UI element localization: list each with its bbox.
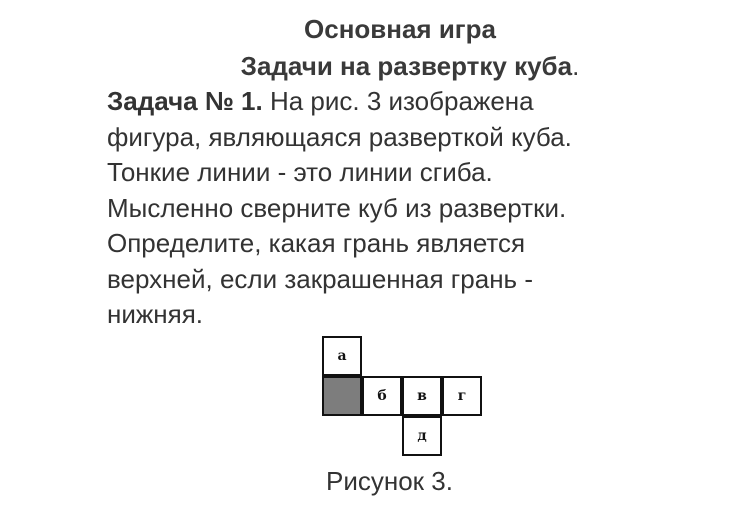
task-line-2: фигура, являющаяся разверткой куба.: [107, 121, 572, 152]
title-text: Основная игра: [304, 14, 496, 44]
net-face-v: в: [402, 376, 442, 416]
task-line-1: [107, 84, 707, 120]
subtitle-dot: .: [572, 51, 580, 81]
task-line-3: Тонкие линии - это линии сгиба.: [107, 157, 493, 187]
task-label: Задача № 1.: [107, 86, 263, 116]
net-face-g: г: [442, 376, 482, 416]
page-title: [0, 14, 730, 45]
task-text: [107, 84, 707, 333]
net-face-b: б: [362, 376, 402, 416]
task-line-1-text: На рис. 3 изображена: [262, 86, 534, 116]
net-face-shaded: [322, 376, 362, 416]
task-line-5: Определите, какая грань является: [107, 228, 526, 258]
page-subtitle: [10, 51, 730, 82]
task-line-7: нижняя.: [107, 299, 204, 329]
subtitle-text: Задачи на развертку куба: [240, 51, 573, 81]
net-face-d: д: [402, 416, 442, 456]
net-face-a: а: [322, 336, 362, 376]
task-line-4: Мысленно сверните куб из развертки.: [107, 192, 567, 223]
figure-caption: Рисунок 3.: [326, 466, 453, 496]
cube-net-figure: [322, 336, 488, 458]
task-line-6: верхней, если закрашенная грань -: [107, 263, 533, 294]
